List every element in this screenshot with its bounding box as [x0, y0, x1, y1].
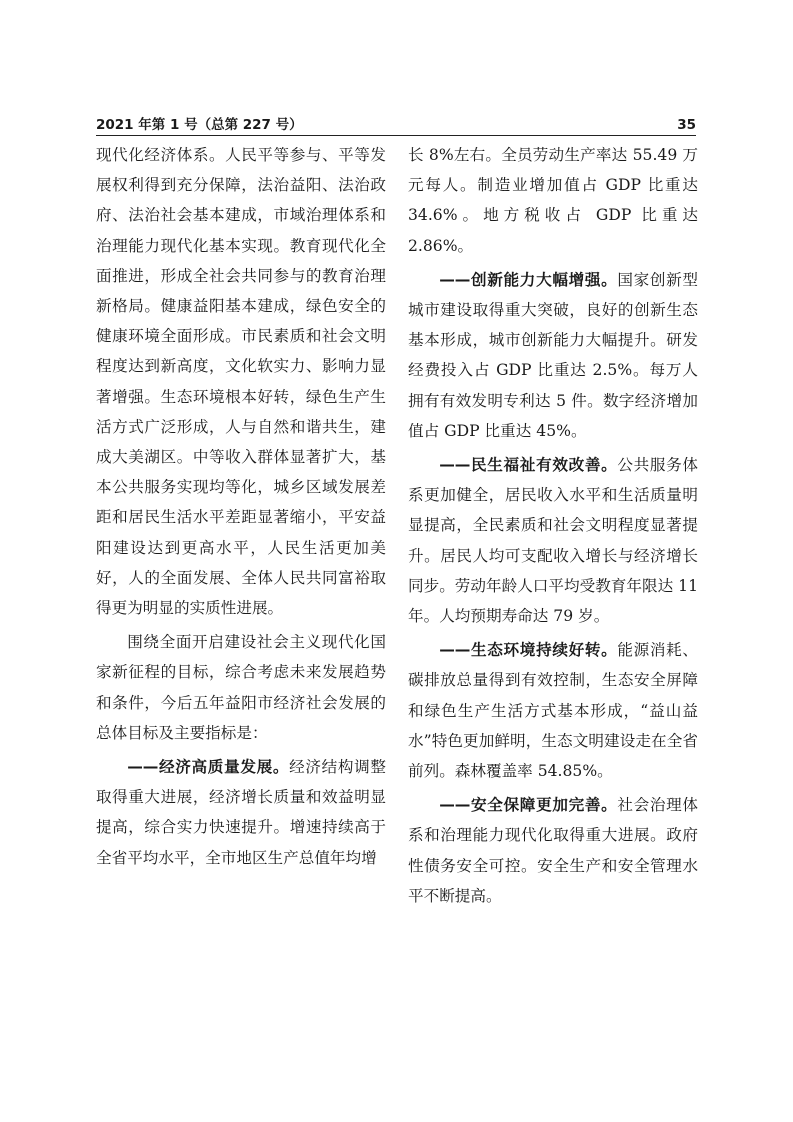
paragraph: 现代化经济体系。人民平等参与、平等发展权利得到充分保障，法治益阳、法治政府、法治社会基本建成，市域治理体系和治理能力现代化基本实现。教育现代化全面推进，形成全社会共同参与的教育治理新格局。健康益阳基本建成，绿色安全的健康环境全面形成。市民素质和社会文明程度达到新高度，文化软实力、影响力显著增强。生态环境根本好转，绿色生产生活方式广泛形成，人与自然和谐共生，建成大美湖区。中等收入群体显著扩大，基本公共服务实现均等化，城乡区域发展差距和居民生活水平差距显著缩小，平安益阳建设达到更高水平，人民生活更加美好，人的全面发展、全体人民共同富裕取得更为明显的实质性进展。	[96, 146, 386, 618]
page-number: 35	[677, 117, 696, 133]
paragraph	[408, 265, 698, 446]
paragraph: 长 8%左右。全员劳动生产率达 55.49 万元每人。制造业增加值占 GDP 比重达 34.6%。地方税收占 GDP 比重达 2.86%。	[408, 146, 698, 255]
section-heading: ——创新能力大幅增强。	[439, 270, 618, 289]
section-heading: ——安全保障更加完善。	[439, 796, 618, 815]
section-heading: ——民生福祉有效改善。	[439, 456, 618, 475]
header-rule	[96, 135, 696, 136]
paragraph-body: 经济结构调整取得重大进展，经济增长质量和效益明显提高，综合实力快速提升。增速持续高于全省平均水平，全市地区生产总值年均增	[96, 758, 386, 867]
paragraph-body: 社会治理体系和治理能力现代化取得重大进展。政府性债务安全可控。安全生产和安全管理水平不断提高。	[408, 796, 698, 905]
issue-label: 2021 年第 1 号（总第 227 号）	[96, 117, 303, 133]
left-column	[96, 140, 386, 877]
right-column	[408, 140, 698, 915]
paragraph	[96, 752, 386, 873]
paragraph	[408, 790, 698, 911]
paragraph: 围绕全面开启建设社会主义现代化国家新征程的目标，综合考虑未来发展趋势和条件，今后五年益阳市经济社会发展的总体目标及主要指标是：	[96, 633, 386, 742]
paragraph-body: 国家创新型城市建设取得重大突破，良好的创新生态基本形成，城市创新能力大幅提升。研发经费投入占 GDP 比重达 2.5%。每万人拥有有效发明专利达 5 件。数字经济增加值占 GDP 比重达 45%。	[408, 270, 698, 440]
paragraph-body: 能源消耗、碳排放总量得到有效控制，生态安全屏障和绿色生产生活方式基本形成，“益山益水”特色更加鲜明，生态文明建设走在全省前列。森林覆盖率 54.85%。	[408, 641, 698, 781]
paragraph	[408, 450, 698, 631]
section-heading: ——生态环境持续好转。	[439, 641, 618, 660]
section-heading: ——经济高质量发展。	[127, 758, 290, 777]
paragraph-body: 公共服务体系更加健全，居民收入水平和生活质量明显提高，全民素质和社会文明程度显著提升。居民人均可支配收入增长与经济增长同步。劳动年龄人口平均受教育年限达 11 年。人均预期寿命达 79 岁。	[408, 456, 698, 626]
paragraph	[408, 635, 698, 786]
